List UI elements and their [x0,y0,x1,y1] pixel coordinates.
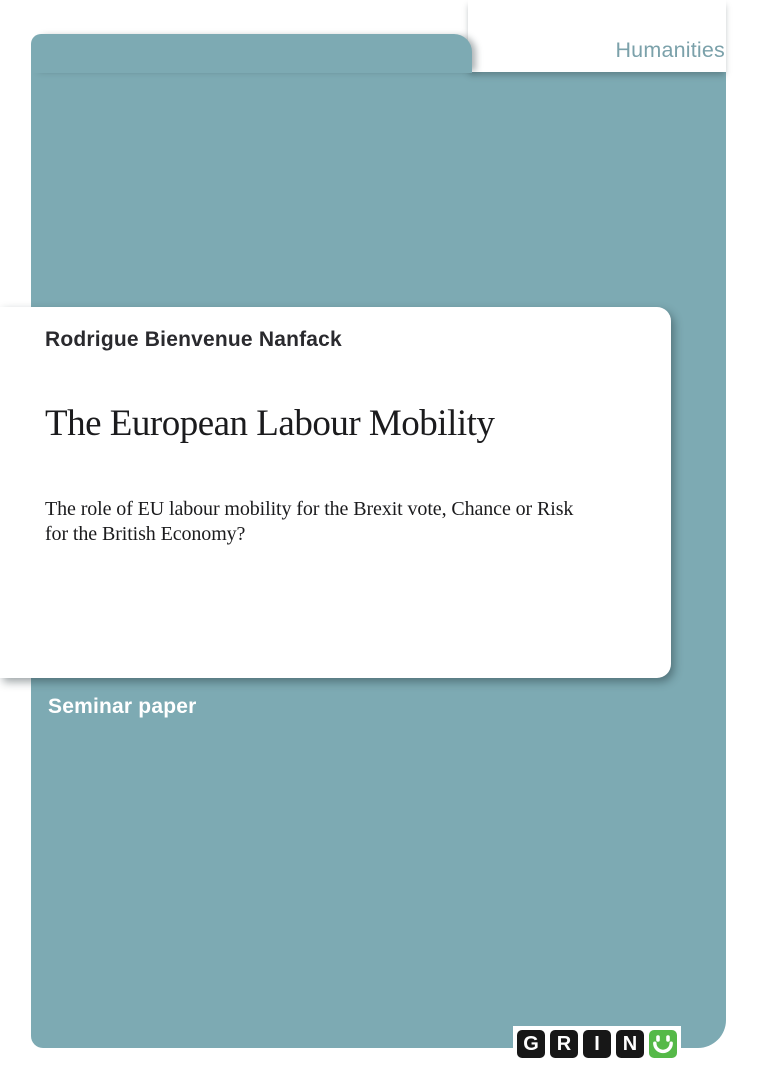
category-strip [468,0,726,72]
grin-smiley-icon [649,1030,677,1058]
paper-subtitle-line-2: for the British Economy? [45,523,246,545]
paper-subtitle [45,497,573,547]
paper-title: The European Labour Mobility [45,403,495,444]
logo-smiley-tile [649,1030,677,1058]
author-name: Rodrigue Bienvenue Nanfack [45,328,342,351]
cover-panel-tab [31,34,472,73]
title-card [0,307,671,678]
logo-tile-g: G [517,1030,545,1058]
document-type-label: Seminar paper [48,695,197,718]
paper-subtitle-line-1: The role of EU labour mobility for the Brexit vote, Chance or Risk [45,498,574,520]
category-label: Humanities [615,38,725,62]
grin-logo [513,1026,681,1062]
logo-tile-i: I [583,1030,611,1058]
logo-tile-n: N [616,1030,644,1058]
logo-tile-r: R [550,1030,578,1058]
